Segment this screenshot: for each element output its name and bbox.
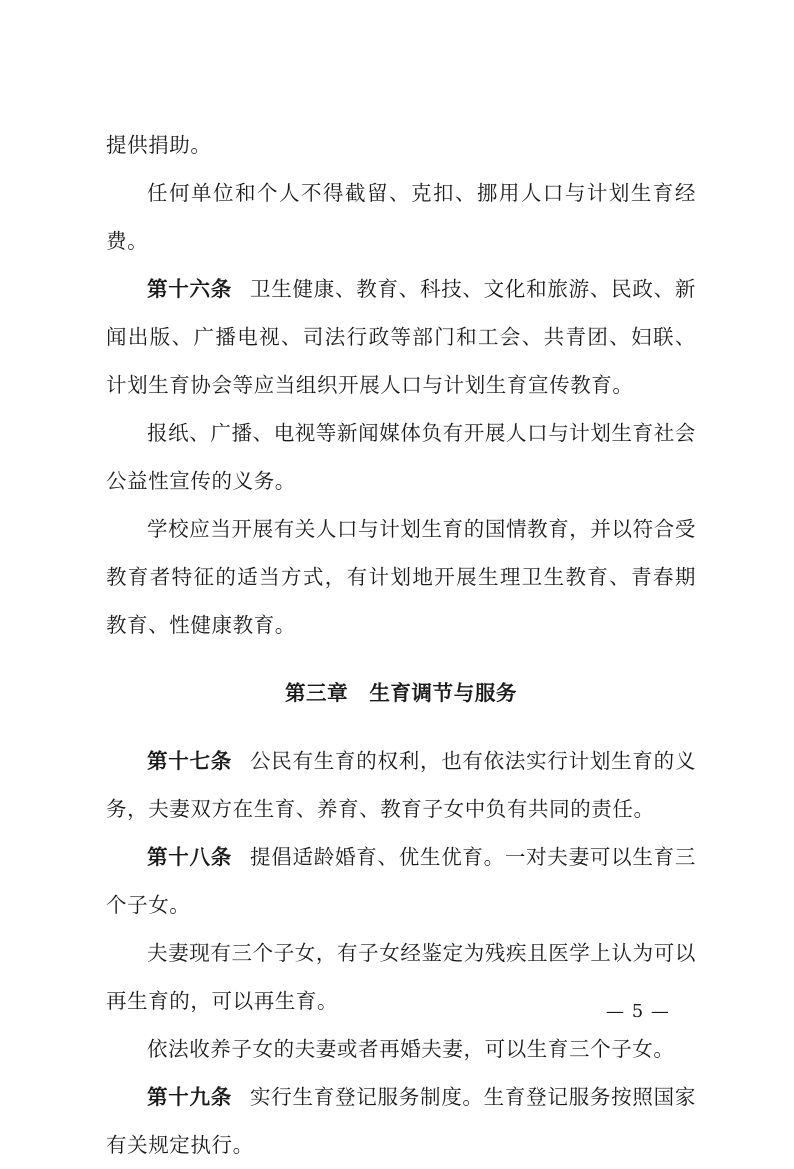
article-paragraph bbox=[106, 833, 696, 929]
paragraph-text: 学校应当开展有关人口与计划生育的国情教育，并以符合受教育者特征的适当方式，有计划地开展生理卫生教育、青春期教育、性健康教育。 bbox=[106, 517, 696, 637]
paragraph-text: 报纸、广播、电视等新闻媒体负有开展人口与计划生育社会公益性宣传的义务。 bbox=[106, 421, 696, 493]
paragraph bbox=[106, 409, 696, 505]
paragraph bbox=[106, 505, 696, 649]
article-number: 第十七条 bbox=[147, 749, 232, 773]
page-number: — 5 — bbox=[606, 1001, 670, 1022]
article-paragraph bbox=[106, 265, 696, 409]
paragraph-text: 提倡适龄婚育、优生优育。一对夫妻可以生育三个子女。 bbox=[106, 845, 696, 917]
article-number: 第十八条 bbox=[147, 845, 232, 869]
paragraph-text: 夫妻现有三个子女，有子女经鉴定为残疾且医学上认为可以再生育的，可以再生育。 bbox=[106, 941, 696, 1013]
paragraph-text: 依法收养子女的夫妻或者再婚夫妻，可以生育三个子女。 bbox=[147, 1037, 675, 1061]
paragraph-text: 公民有生育的权利，也有依法实行计划生育的义务，夫妻双方在生育、养育、教育子女中负有共同的责任。 bbox=[106, 749, 696, 821]
paragraph bbox=[106, 1025, 696, 1073]
article-paragraph bbox=[106, 1073, 696, 1169]
paragraph-text: 任何单位和个人不得截留、克扣、挪用人口与计划生育经费。 bbox=[106, 181, 696, 253]
paragraph-text: 卫生健康、教育、科技、文化和旅游、民政、新闻出版、广播电视、司法行政等部门和工会、共青团、妇联、计划生育协会等应当组织开展人口与计划生育宣传教育。 bbox=[106, 277, 696, 397]
paragraph-text: 提供捐助。 bbox=[106, 133, 212, 157]
chapter-title: 第三章 生育调节与服务 bbox=[284, 681, 518, 705]
paragraph bbox=[106, 121, 696, 169]
article-number: 第十九条 bbox=[147, 1085, 232, 1109]
article-paragraph bbox=[106, 737, 696, 833]
paragraph-text: 实行生育登记服务制度。生育登记服务按照国家有关规定执行。 bbox=[106, 1085, 696, 1157]
paragraph bbox=[106, 169, 696, 265]
article-number: 第十六条 bbox=[147, 277, 232, 301]
